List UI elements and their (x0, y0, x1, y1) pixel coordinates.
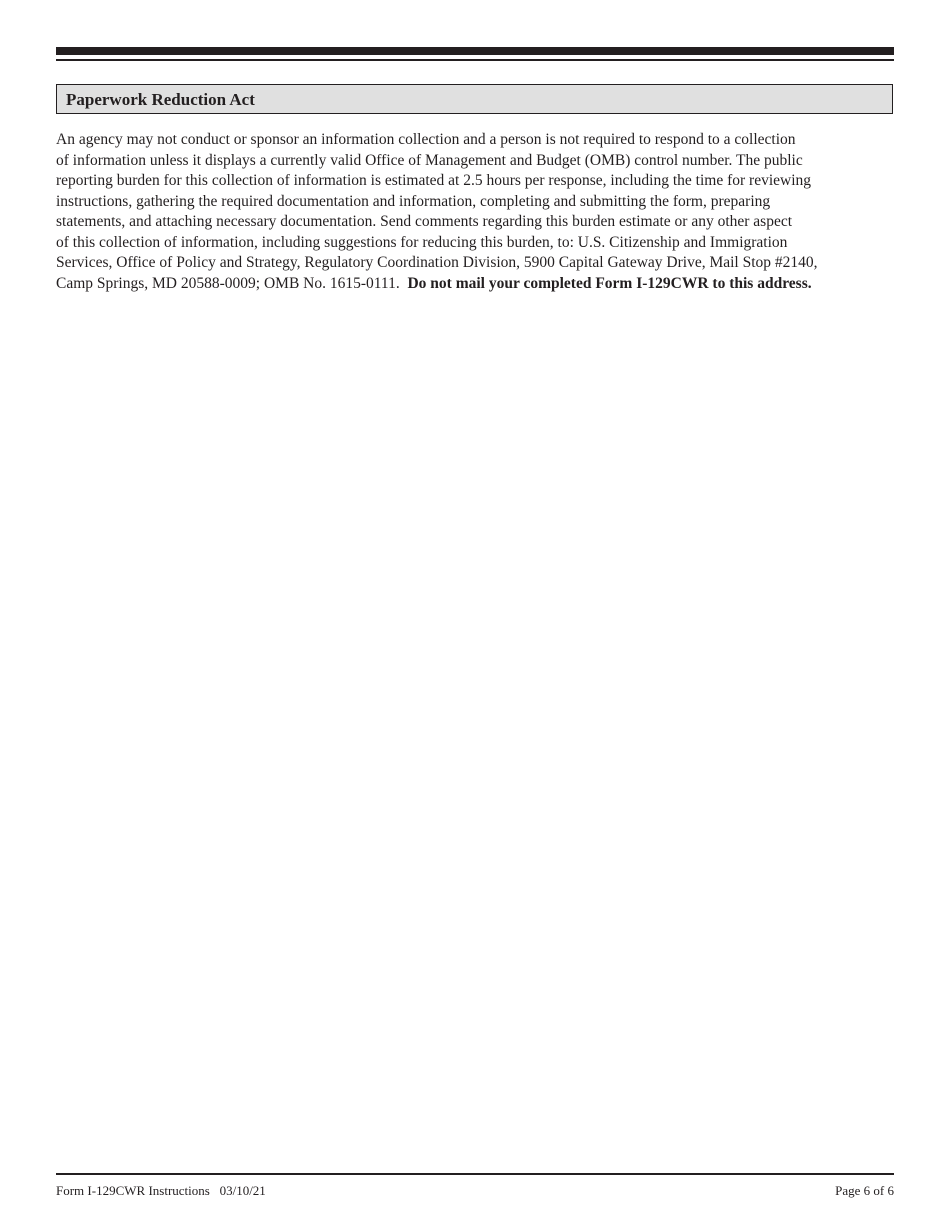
footer-page-number: Page 6 of 6 (835, 1183, 894, 1198)
do-not-mail-notice: Do not mail your completed Form I-129CWR to this address. (407, 274, 812, 292)
paragraph-line: instructions, gathering the required documentation and information, completing and submitting the form, preparing (56, 192, 771, 210)
paragraph-line: of this collection of information, including suggestions for reducing this burden, to: U.S. Citizenship and Immigration (56, 233, 788, 251)
header-rule-thin (56, 59, 894, 61)
footer-form-info (56, 1183, 266, 1199)
section-title: Paperwork Reduction Act (66, 90, 255, 109)
footer-rule (56, 1173, 894, 1175)
header-rule-thick (56, 47, 894, 55)
address-text: Camp Springs, MD 20588-0009; OMB No. 1615-0111. (56, 274, 408, 292)
footer-form-label: Form I-129CWR Instructions (56, 1183, 210, 1198)
paragraph-line: Services, Office of Policy and Strategy, Regulatory Coordination Division, 5900 Capital Gateway Drive, Mail Stop #2140, (56, 254, 818, 271)
paragraph-line: of information unless it displays a currently valid Office of Management and Budget (OMB) control number. The public (56, 151, 803, 169)
section-header (56, 84, 893, 114)
paragraph-line: An agency may not conduct or sponsor an information collection and a person is not required to respond to a collection (56, 131, 796, 148)
paragraph-line: statements, and attaching necessary documentation. Send comments regarding this burden estimate or any other aspect (56, 213, 793, 230)
footer-edition-date: 03/10/21 (219, 1183, 266, 1198)
paperwork-reduction-paragraph (56, 130, 901, 294)
paragraph-last-line (56, 274, 901, 295)
paragraph-line: reporting burden for this collection of information is estimated at 2.5 hours per response, including the time for reviewing (56, 172, 812, 189)
